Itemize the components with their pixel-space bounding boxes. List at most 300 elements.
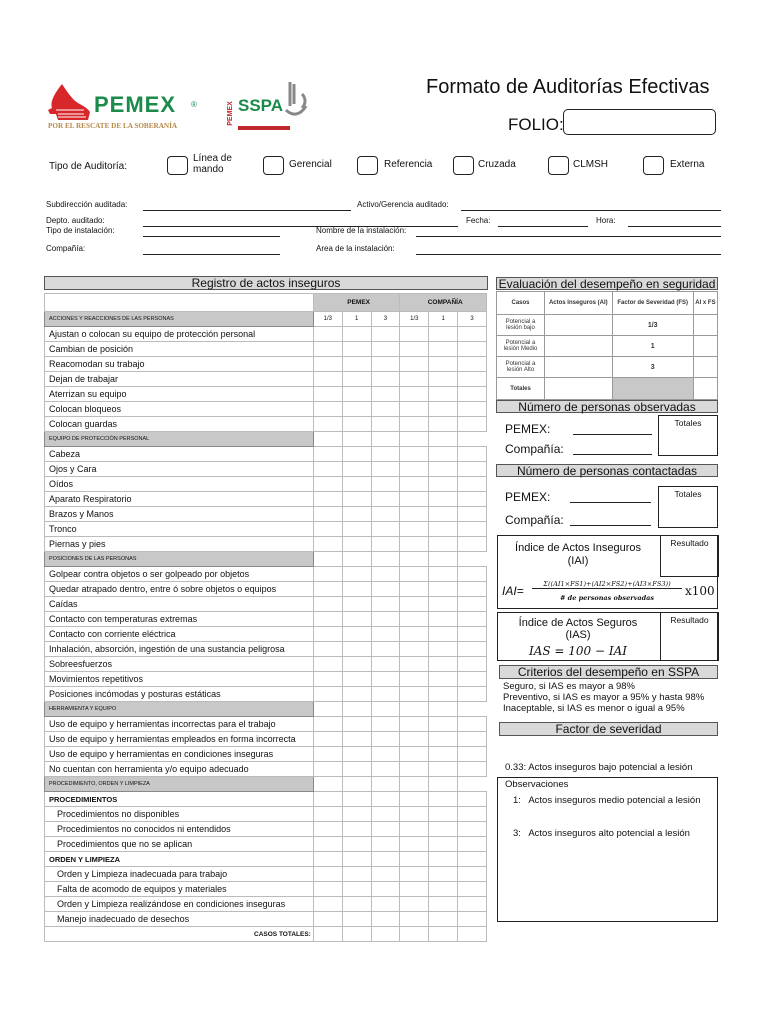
count-cell[interactable]	[371, 462, 400, 477]
count-cell[interactable]	[429, 522, 458, 537]
count-cell[interactable]	[371, 882, 400, 897]
count-cell[interactable]	[429, 582, 458, 597]
checkbox-linea-de-mando[interactable]	[167, 156, 188, 175]
count-cell[interactable]	[371, 897, 400, 912]
count-cell[interactable]	[400, 792, 429, 807]
total-cell[interactable]	[400, 927, 429, 942]
act-label: Ajustan o colocan su equipo de protección personal	[45, 327, 314, 342]
count-cell[interactable]	[313, 672, 342, 687]
count-cell[interactable]	[429, 327, 458, 342]
count-cell[interactable]	[429, 537, 458, 552]
count-cell[interactable]	[371, 342, 400, 357]
count-cell[interactable]	[429, 792, 458, 807]
count-cell[interactable]	[458, 417, 487, 432]
count-cell[interactable]	[371, 912, 400, 927]
count-cell[interactable]	[371, 522, 400, 537]
count-cell[interactable]	[371, 372, 400, 387]
count-cell[interactable]	[342, 912, 371, 927]
aixfs-cell[interactable]	[693, 315, 717, 336]
count-cell[interactable]	[458, 897, 487, 912]
count-cell[interactable]	[371, 567, 400, 582]
count-cell[interactable]	[342, 882, 371, 897]
tipo-instalacion-input[interactable]	[143, 236, 280, 237]
count-cell[interactable]	[342, 642, 371, 657]
table-row	[45, 642, 487, 657]
count-cell[interactable]	[429, 912, 458, 927]
count-cell[interactable]	[429, 672, 458, 687]
count-cell[interactable]	[342, 462, 371, 477]
checkbox-cruzada[interactable]	[453, 156, 474, 175]
count-cell[interactable]	[371, 792, 400, 807]
count-cell[interactable]	[342, 852, 371, 867]
act-label: Oídos	[45, 477, 314, 492]
count-cell[interactable]	[342, 372, 371, 387]
nombre-instalacion-input[interactable]	[416, 236, 721, 237]
count-cell[interactable]	[313, 447, 342, 462]
count-cell[interactable]	[313, 807, 342, 822]
count-cell[interactable]	[342, 687, 371, 702]
count-cell[interactable]	[371, 687, 400, 702]
empty-cell	[429, 702, 458, 717]
totales-label: Totales	[497, 378, 545, 400]
count-cell[interactable]	[371, 417, 400, 432]
checkbox-clmsh[interactable]	[548, 156, 569, 175]
count-cell[interactable]	[371, 402, 400, 417]
count-cell[interactable]	[429, 477, 458, 492]
count-cell[interactable]	[342, 477, 371, 492]
count-cell[interactable]	[400, 672, 429, 687]
count-cell[interactable]	[458, 687, 487, 702]
count-cell[interactable]	[342, 747, 371, 762]
count-cell[interactable]	[458, 387, 487, 402]
count-cell[interactable]	[400, 732, 429, 747]
act-label: Colocan guardas	[45, 417, 314, 432]
count-cell[interactable]	[458, 357, 487, 372]
count-cell[interactable]	[371, 822, 400, 837]
total-cell[interactable]	[313, 927, 342, 942]
count-cell[interactable]	[342, 657, 371, 672]
iai-title: Índice de Actos Inseguros	[515, 542, 641, 554]
count-cell[interactable]	[342, 387, 371, 402]
count-cell[interactable]	[313, 897, 342, 912]
ias-box	[497, 612, 718, 661]
count-cell[interactable]	[400, 462, 429, 477]
ai-total[interactable]	[545, 378, 613, 400]
count-cell[interactable]	[458, 762, 487, 777]
total-cell[interactable]	[429, 927, 458, 942]
count-cell[interactable]	[458, 912, 487, 927]
act-label: Aparato Respiratorio	[45, 492, 314, 507]
count-cell[interactable]	[429, 717, 458, 732]
count-cell[interactable]	[313, 342, 342, 357]
totals-row	[45, 927, 487, 942]
count-cell[interactable]	[342, 537, 371, 552]
count-cell[interactable]	[458, 837, 487, 852]
option-label: CLMSH	[573, 159, 609, 170]
empty-cell	[342, 777, 371, 792]
count-cell[interactable]	[342, 792, 371, 807]
count-cell[interactable]	[371, 492, 400, 507]
subdireccion-input[interactable]	[143, 210, 351, 211]
count-cell[interactable]	[429, 612, 458, 627]
count-cell[interactable]	[342, 327, 371, 342]
count-cell[interactable]	[458, 507, 487, 522]
count-cell[interactable]	[458, 672, 487, 687]
count-cell[interactable]	[342, 612, 371, 627]
count-cell[interactable]	[342, 507, 371, 522]
ai-cell[interactable]	[545, 336, 613, 357]
total-cell[interactable]	[458, 927, 487, 942]
count-cell[interactable]	[313, 477, 342, 492]
count-cell[interactable]	[400, 567, 429, 582]
compania-input[interactable]	[143, 254, 280, 255]
count-cell[interactable]	[400, 627, 429, 642]
contactadas-pemex-label: PEMEX:	[505, 490, 551, 504]
act-label: Contacto con temperaturas extremas	[45, 612, 314, 627]
act-label: Golpear contra objetos o ser golpeado por objetos	[45, 567, 314, 582]
count-cell[interactable]	[342, 582, 371, 597]
count-cell[interactable]	[313, 327, 342, 342]
count-cell[interactable]	[371, 327, 400, 342]
count-cell[interactable]	[400, 822, 429, 837]
count-cell[interactable]	[458, 567, 487, 582]
count-cell[interactable]	[342, 357, 371, 372]
count-cell[interactable]	[313, 357, 342, 372]
observaciones-textarea[interactable]	[497, 777, 718, 922]
count-cell[interactable]	[313, 792, 342, 807]
observadas-compania-input[interactable]	[573, 454, 652, 455]
folio-input[interactable]	[563, 109, 716, 135]
act-label: Caídas	[45, 597, 314, 612]
count-cell[interactable]	[458, 627, 487, 642]
count-cell[interactable]	[429, 417, 458, 432]
count-cell[interactable]	[400, 687, 429, 702]
count-cell[interactable]	[342, 717, 371, 732]
count-cell[interactable]	[458, 327, 487, 342]
count-cell[interactable]	[342, 447, 371, 462]
table-row	[45, 762, 487, 777]
count-cell[interactable]	[342, 732, 371, 747]
count-cell[interactable]	[371, 357, 400, 372]
count-cell[interactable]	[342, 522, 371, 537]
count-cell[interactable]	[342, 402, 371, 417]
count-cell[interactable]	[429, 507, 458, 522]
count-cell[interactable]	[342, 837, 371, 852]
count-cell[interactable]	[429, 747, 458, 762]
count-cell[interactable]	[371, 612, 400, 627]
count-cell[interactable]	[371, 657, 400, 672]
count-cell[interactable]	[458, 612, 487, 627]
count-cell[interactable]	[371, 867, 400, 882]
count-cell[interactable]	[458, 447, 487, 462]
criterio-line: Preventivo, si IAS es mayor a 95% y hasta 98%	[503, 692, 705, 703]
count-cell[interactable]	[400, 357, 429, 372]
count-cell[interactable]	[313, 372, 342, 387]
count-cell[interactable]	[458, 822, 487, 837]
count-cell[interactable]	[429, 372, 458, 387]
count-cell[interactable]	[429, 597, 458, 612]
count-cell[interactable]	[458, 372, 487, 387]
empty-cell	[342, 552, 371, 567]
fecha-input[interactable]	[498, 226, 588, 227]
count-cell[interactable]	[458, 867, 487, 882]
severidad-line: 3: Actos inseguros alto potencial a lesión	[513, 828, 690, 839]
count-cell[interactable]	[313, 762, 342, 777]
aixfs-cell[interactable]	[693, 357, 717, 378]
count-cell[interactable]	[342, 342, 371, 357]
count-cell[interactable]	[313, 522, 342, 537]
count-cell[interactable]	[429, 492, 458, 507]
ias-resultado-box[interactable]	[660, 612, 719, 661]
count-cell[interactable]	[458, 642, 487, 657]
count-cell[interactable]	[400, 597, 429, 612]
count-cell[interactable]	[458, 462, 487, 477]
count-cell[interactable]	[313, 837, 342, 852]
count-cell[interactable]	[458, 342, 487, 357]
total-cell[interactable]	[342, 927, 371, 942]
observadas-pemex-input[interactable]	[573, 434, 652, 435]
count-cell[interactable]	[400, 477, 429, 492]
count-cell[interactable]	[429, 387, 458, 402]
table-row	[45, 867, 487, 882]
count-cell[interactable]	[371, 627, 400, 642]
count-cell[interactable]	[458, 402, 487, 417]
count-cell[interactable]	[400, 807, 429, 822]
count-cell[interactable]	[313, 822, 342, 837]
ias-abbr: (IAS)	[565, 629, 591, 641]
count-cell[interactable]	[458, 747, 487, 762]
act-label: Procedimientos que no se aplican	[45, 837, 314, 852]
count-cell[interactable]	[313, 747, 342, 762]
count-cell[interactable]	[429, 642, 458, 657]
count-cell[interactable]	[342, 762, 371, 777]
section-header: ACCIONES Y REACCIONES DE LAS PERSONAS	[45, 312, 314, 327]
count-cell[interactable]	[458, 477, 487, 492]
ai-cell[interactable]	[545, 315, 613, 336]
count-cell[interactable]	[371, 837, 400, 852]
act-label: ORDEN Y LIMPIEZA	[45, 852, 314, 867]
count-cell[interactable]	[400, 372, 429, 387]
count-cell[interactable]	[400, 897, 429, 912]
count-cell[interactable]	[371, 597, 400, 612]
count-cell[interactable]	[429, 657, 458, 672]
factor-label: 1/3	[313, 312, 342, 327]
count-cell[interactable]	[371, 507, 400, 522]
count-cell[interactable]	[342, 807, 371, 822]
count-cell[interactable]	[458, 732, 487, 747]
count-cell[interactable]	[429, 867, 458, 882]
count-cell[interactable]	[371, 447, 400, 462]
empty-cell	[429, 777, 458, 792]
count-cell[interactable]	[400, 327, 429, 342]
count-cell[interactable]	[400, 762, 429, 777]
checkbox-externa[interactable]	[643, 156, 664, 175]
count-cell[interactable]	[400, 837, 429, 852]
count-cell[interactable]	[313, 657, 342, 672]
count-cell[interactable]	[313, 642, 342, 657]
count-cell[interactable]	[313, 627, 342, 642]
count-cell[interactable]	[313, 507, 342, 522]
count-cell[interactable]	[400, 537, 429, 552]
count-cell[interactable]	[313, 597, 342, 612]
count-cell[interactable]	[313, 387, 342, 402]
count-cell[interactable]	[429, 852, 458, 867]
count-cell[interactable]	[342, 897, 371, 912]
table-row	[45, 807, 487, 822]
iai-multiplier: x100	[685, 584, 715, 598]
count-cell[interactable]	[458, 852, 487, 867]
table-row	[45, 852, 487, 867]
count-cell[interactable]	[313, 582, 342, 597]
count-cell[interactable]	[429, 567, 458, 582]
count-cell[interactable]	[342, 627, 371, 642]
count-cell[interactable]	[429, 402, 458, 417]
count-cell[interactable]	[400, 522, 429, 537]
act-label: No cuentan con herramienta y/o equipo adecuado	[45, 762, 314, 777]
depto-input[interactable]	[143, 226, 458, 227]
count-cell[interactable]	[429, 462, 458, 477]
count-cell[interactable]	[400, 507, 429, 522]
iai-resultado-box[interactable]	[660, 535, 719, 577]
count-cell[interactable]	[458, 492, 487, 507]
count-cell[interactable]	[458, 807, 487, 822]
count-cell[interactable]	[400, 867, 429, 882]
count-cell[interactable]	[458, 597, 487, 612]
count-cell[interactable]	[313, 732, 342, 747]
hora-input[interactable]	[628, 226, 721, 227]
activo-input[interactable]	[461, 210, 721, 211]
count-cell[interactable]	[313, 882, 342, 897]
empty-cell	[400, 552, 429, 567]
total-cell[interactable]	[371, 927, 400, 942]
count-cell[interactable]	[458, 657, 487, 672]
count-cell[interactable]	[400, 447, 429, 462]
count-cell[interactable]	[400, 912, 429, 927]
group-compania: COMPAÑÍA	[400, 294, 487, 312]
count-cell[interactable]	[342, 492, 371, 507]
count-cell[interactable]	[429, 897, 458, 912]
count-cell[interactable]	[400, 492, 429, 507]
count-cell[interactable]	[313, 612, 342, 627]
count-cell[interactable]	[400, 582, 429, 597]
count-cell[interactable]	[429, 807, 458, 822]
count-cell[interactable]	[371, 852, 400, 867]
count-cell[interactable]	[429, 447, 458, 462]
contactadas-totales-box[interactable]	[658, 486, 718, 528]
count-cell[interactable]	[313, 537, 342, 552]
count-cell[interactable]	[371, 387, 400, 402]
act-label: Procedimientos no disponibles	[45, 807, 314, 822]
count-cell[interactable]	[371, 747, 400, 762]
fecha-label: Fecha:	[466, 216, 491, 225]
count-cell[interactable]	[313, 417, 342, 432]
count-cell[interactable]	[400, 717, 429, 732]
count-cell[interactable]	[400, 747, 429, 762]
count-cell[interactable]	[313, 687, 342, 702]
empty-cell	[313, 777, 342, 792]
observadas-title: Número de personas observadas	[496, 400, 718, 413]
count-cell[interactable]	[400, 642, 429, 657]
contactadas-pemex-input[interactable]	[570, 502, 651, 503]
count-cell[interactable]	[313, 852, 342, 867]
count-cell[interactable]	[400, 657, 429, 672]
empty-cell	[400, 702, 429, 717]
aixfs-total[interactable]	[693, 378, 717, 400]
aixfs-cell[interactable]	[693, 336, 717, 357]
count-cell[interactable]	[313, 402, 342, 417]
count-cell[interactable]	[313, 492, 342, 507]
act-label: PROCEDIMIENTOS	[45, 792, 314, 807]
count-cell[interactable]	[429, 627, 458, 642]
count-cell[interactable]	[313, 912, 342, 927]
count-cell[interactable]	[429, 687, 458, 702]
observaciones-label: Observaciones	[505, 779, 569, 790]
ai-cell[interactable]	[545, 357, 613, 378]
count-cell[interactable]	[371, 477, 400, 492]
count-cell[interactable]	[371, 762, 400, 777]
count-cell[interactable]	[400, 387, 429, 402]
count-cell[interactable]	[342, 672, 371, 687]
count-cell[interactable]	[458, 537, 487, 552]
count-cell[interactable]	[313, 867, 342, 882]
observadas-totales-box[interactable]	[658, 415, 718, 456]
count-cell[interactable]	[371, 717, 400, 732]
count-cell[interactable]	[313, 567, 342, 582]
area-input[interactable]	[416, 254, 721, 255]
count-cell[interactable]	[400, 402, 429, 417]
count-cell[interactable]	[371, 732, 400, 747]
count-cell[interactable]	[429, 342, 458, 357]
count-cell[interactable]	[458, 792, 487, 807]
count-cell[interactable]	[458, 882, 487, 897]
count-cell[interactable]	[371, 582, 400, 597]
count-cell[interactable]	[458, 582, 487, 597]
count-cell[interactable]	[458, 717, 487, 732]
count-cell[interactable]	[342, 417, 371, 432]
count-cell[interactable]	[400, 612, 429, 627]
count-cell[interactable]	[429, 357, 458, 372]
count-cell[interactable]	[342, 597, 371, 612]
criterios-title: Criterios del desempeño en SSPA	[499, 665, 718, 679]
count-cell[interactable]	[371, 807, 400, 822]
count-cell[interactable]	[342, 567, 371, 582]
count-cell[interactable]	[342, 822, 371, 837]
count-cell[interactable]	[429, 882, 458, 897]
count-cell[interactable]	[313, 717, 342, 732]
count-cell[interactable]	[400, 342, 429, 357]
count-cell[interactable]	[429, 822, 458, 837]
act-label: Cambian de posición	[45, 342, 314, 357]
count-cell[interactable]	[429, 837, 458, 852]
count-cell[interactable]	[371, 642, 400, 657]
count-cell[interactable]	[458, 522, 487, 537]
empty-cell	[400, 432, 429, 447]
checkbox-referencia[interactable]	[357, 156, 378, 175]
caso-label: Potencial a lesión bajo	[497, 315, 545, 336]
count-cell[interactable]	[371, 537, 400, 552]
count-cell[interactable]	[313, 462, 342, 477]
count-cell[interactable]	[400, 882, 429, 897]
empty-cell	[458, 552, 487, 567]
checkbox-gerencial[interactable]	[263, 156, 284, 175]
count-cell[interactable]	[400, 852, 429, 867]
count-cell[interactable]	[400, 417, 429, 432]
count-cell[interactable]	[371, 672, 400, 687]
contactadas-compania-input[interactable]	[570, 525, 651, 526]
count-cell[interactable]	[429, 762, 458, 777]
count-cell[interactable]	[429, 732, 458, 747]
count-cell[interactable]	[342, 867, 371, 882]
